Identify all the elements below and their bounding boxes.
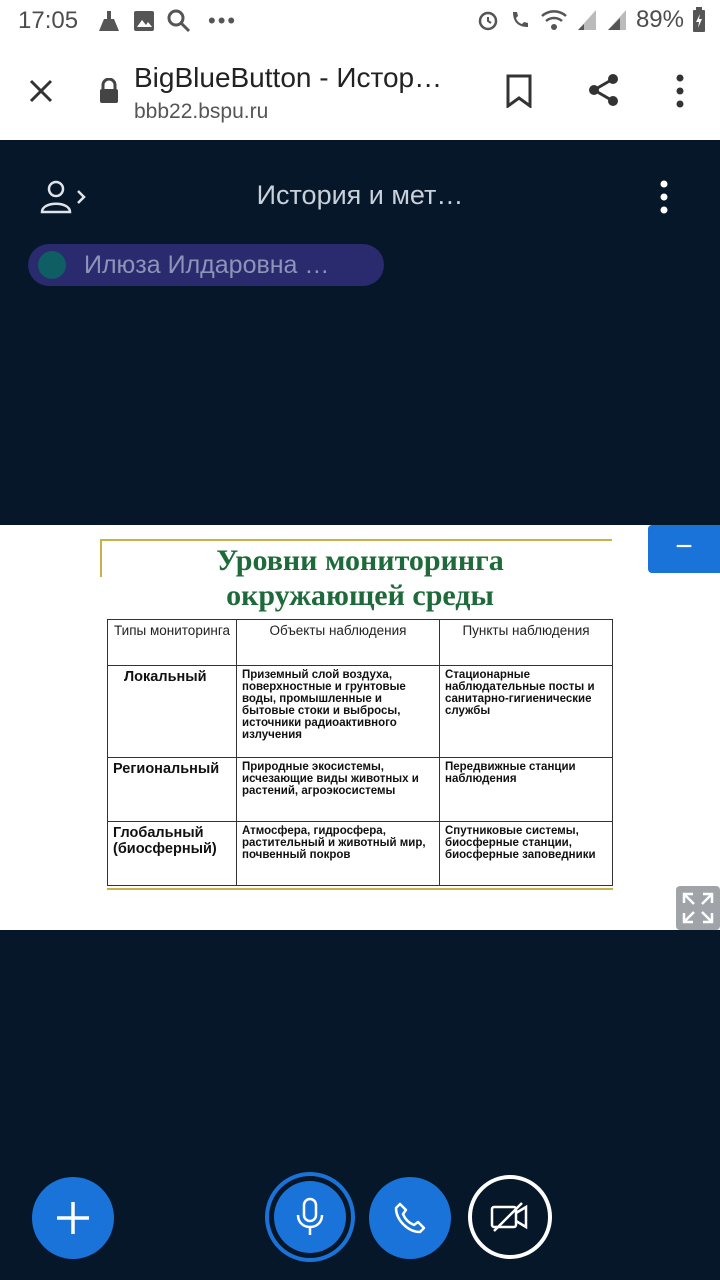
close-icon[interactable]	[26, 76, 56, 106]
wifi-icon	[540, 8, 568, 32]
status-bar	[0, 0, 720, 40]
slide-title-line-2: окружающей среды	[226, 579, 494, 612]
share-webcam-button[interactable]	[468, 1175, 552, 1259]
slide-underline-decoration	[107, 888, 613, 890]
leave-audio-button[interactable]	[369, 1177, 451, 1259]
page-url[interactable]: bbb22.bspu.ru	[134, 100, 269, 123]
observation-objects: Приземный слой воздуха, поверхностные и грунтовые воды, промышленные и бытовые стоки и выбросы, источники радиоактивного излучения	[237, 666, 440, 758]
wifi-call-icon	[508, 8, 532, 32]
table-row	[108, 822, 613, 886]
browser-menu-icon[interactable]	[674, 74, 686, 108]
slide-table	[107, 619, 613, 886]
monitoring-type: Глобальный (биосферный)	[108, 822, 237, 886]
app-header	[0, 140, 720, 250]
fullscreen-icon	[676, 886, 720, 930]
monitoring-type: Региональный	[108, 758, 237, 822]
presenter-talking-indicator[interactable]	[28, 244, 384, 286]
observation-points: Спутниковые системы, биосферные станции, биосферные заповедники	[440, 822, 613, 886]
table-header-row	[108, 620, 613, 666]
observation-objects: Атмосфера, гидросфера, растительный и животный мир, почвенный покров	[237, 822, 440, 886]
page-title[interactable]: BigBlueButton - Истор…	[134, 62, 443, 93]
battery-percent: 89%	[635, 6, 684, 33]
search-status-icon	[166, 8, 192, 34]
presentation-slide	[0, 525, 720, 930]
bookmark-icon[interactable]	[504, 74, 534, 108]
fullscreen-button[interactable]	[676, 886, 720, 930]
observation-objects: Природные экосистемы, исчезающие виды животных и растений, агроэкосистемы	[237, 758, 440, 822]
actions-button[interactable]	[32, 1177, 114, 1259]
video-off-icon	[488, 1199, 532, 1235]
slide-title	[100, 543, 620, 613]
observation-points: Передвижные станции наблюдения	[440, 758, 613, 822]
lock-icon[interactable]	[98, 78, 120, 104]
mute-microphone-button[interactable]	[274, 1181, 346, 1253]
status-time: 17:05	[18, 7, 79, 34]
signal-icon-2	[606, 8, 628, 32]
alarm-icon	[476, 8, 500, 32]
battery-charging-icon	[692, 7, 706, 33]
presenter-name: Илюза Илдаровна …	[84, 250, 330, 279]
gallery-icon	[132, 9, 156, 33]
minimize-presentation-button[interactable]: −	[648, 525, 720, 573]
phone-icon	[392, 1200, 428, 1236]
table-row	[108, 666, 613, 758]
table-header: Типы мониторинга	[108, 620, 237, 666]
meeting-title: История и мет…	[256, 180, 464, 210]
microphone-icon	[295, 1197, 325, 1237]
share-icon[interactable]	[586, 72, 622, 108]
options-menu-icon[interactable]	[656, 180, 672, 214]
observation-points: Стационарные наблюдательные посты и санитарно-гигиенические службы	[440, 666, 613, 758]
table-row	[108, 758, 613, 822]
more-notifications-icon: •••	[208, 8, 238, 33]
browser-toolbar	[0, 40, 720, 140]
cleaner-icon	[96, 9, 122, 33]
table-header: Объекты наблюдения	[237, 620, 440, 666]
avatar	[38, 251, 66, 279]
signal-icon-1	[576, 8, 598, 32]
slide-title-line-1: Уровни мониторинга	[216, 544, 504, 577]
plus-icon	[53, 1198, 93, 1238]
monitoring-type: Локальный	[108, 666, 237, 758]
table-header: Пункты наблюдения	[440, 620, 613, 666]
